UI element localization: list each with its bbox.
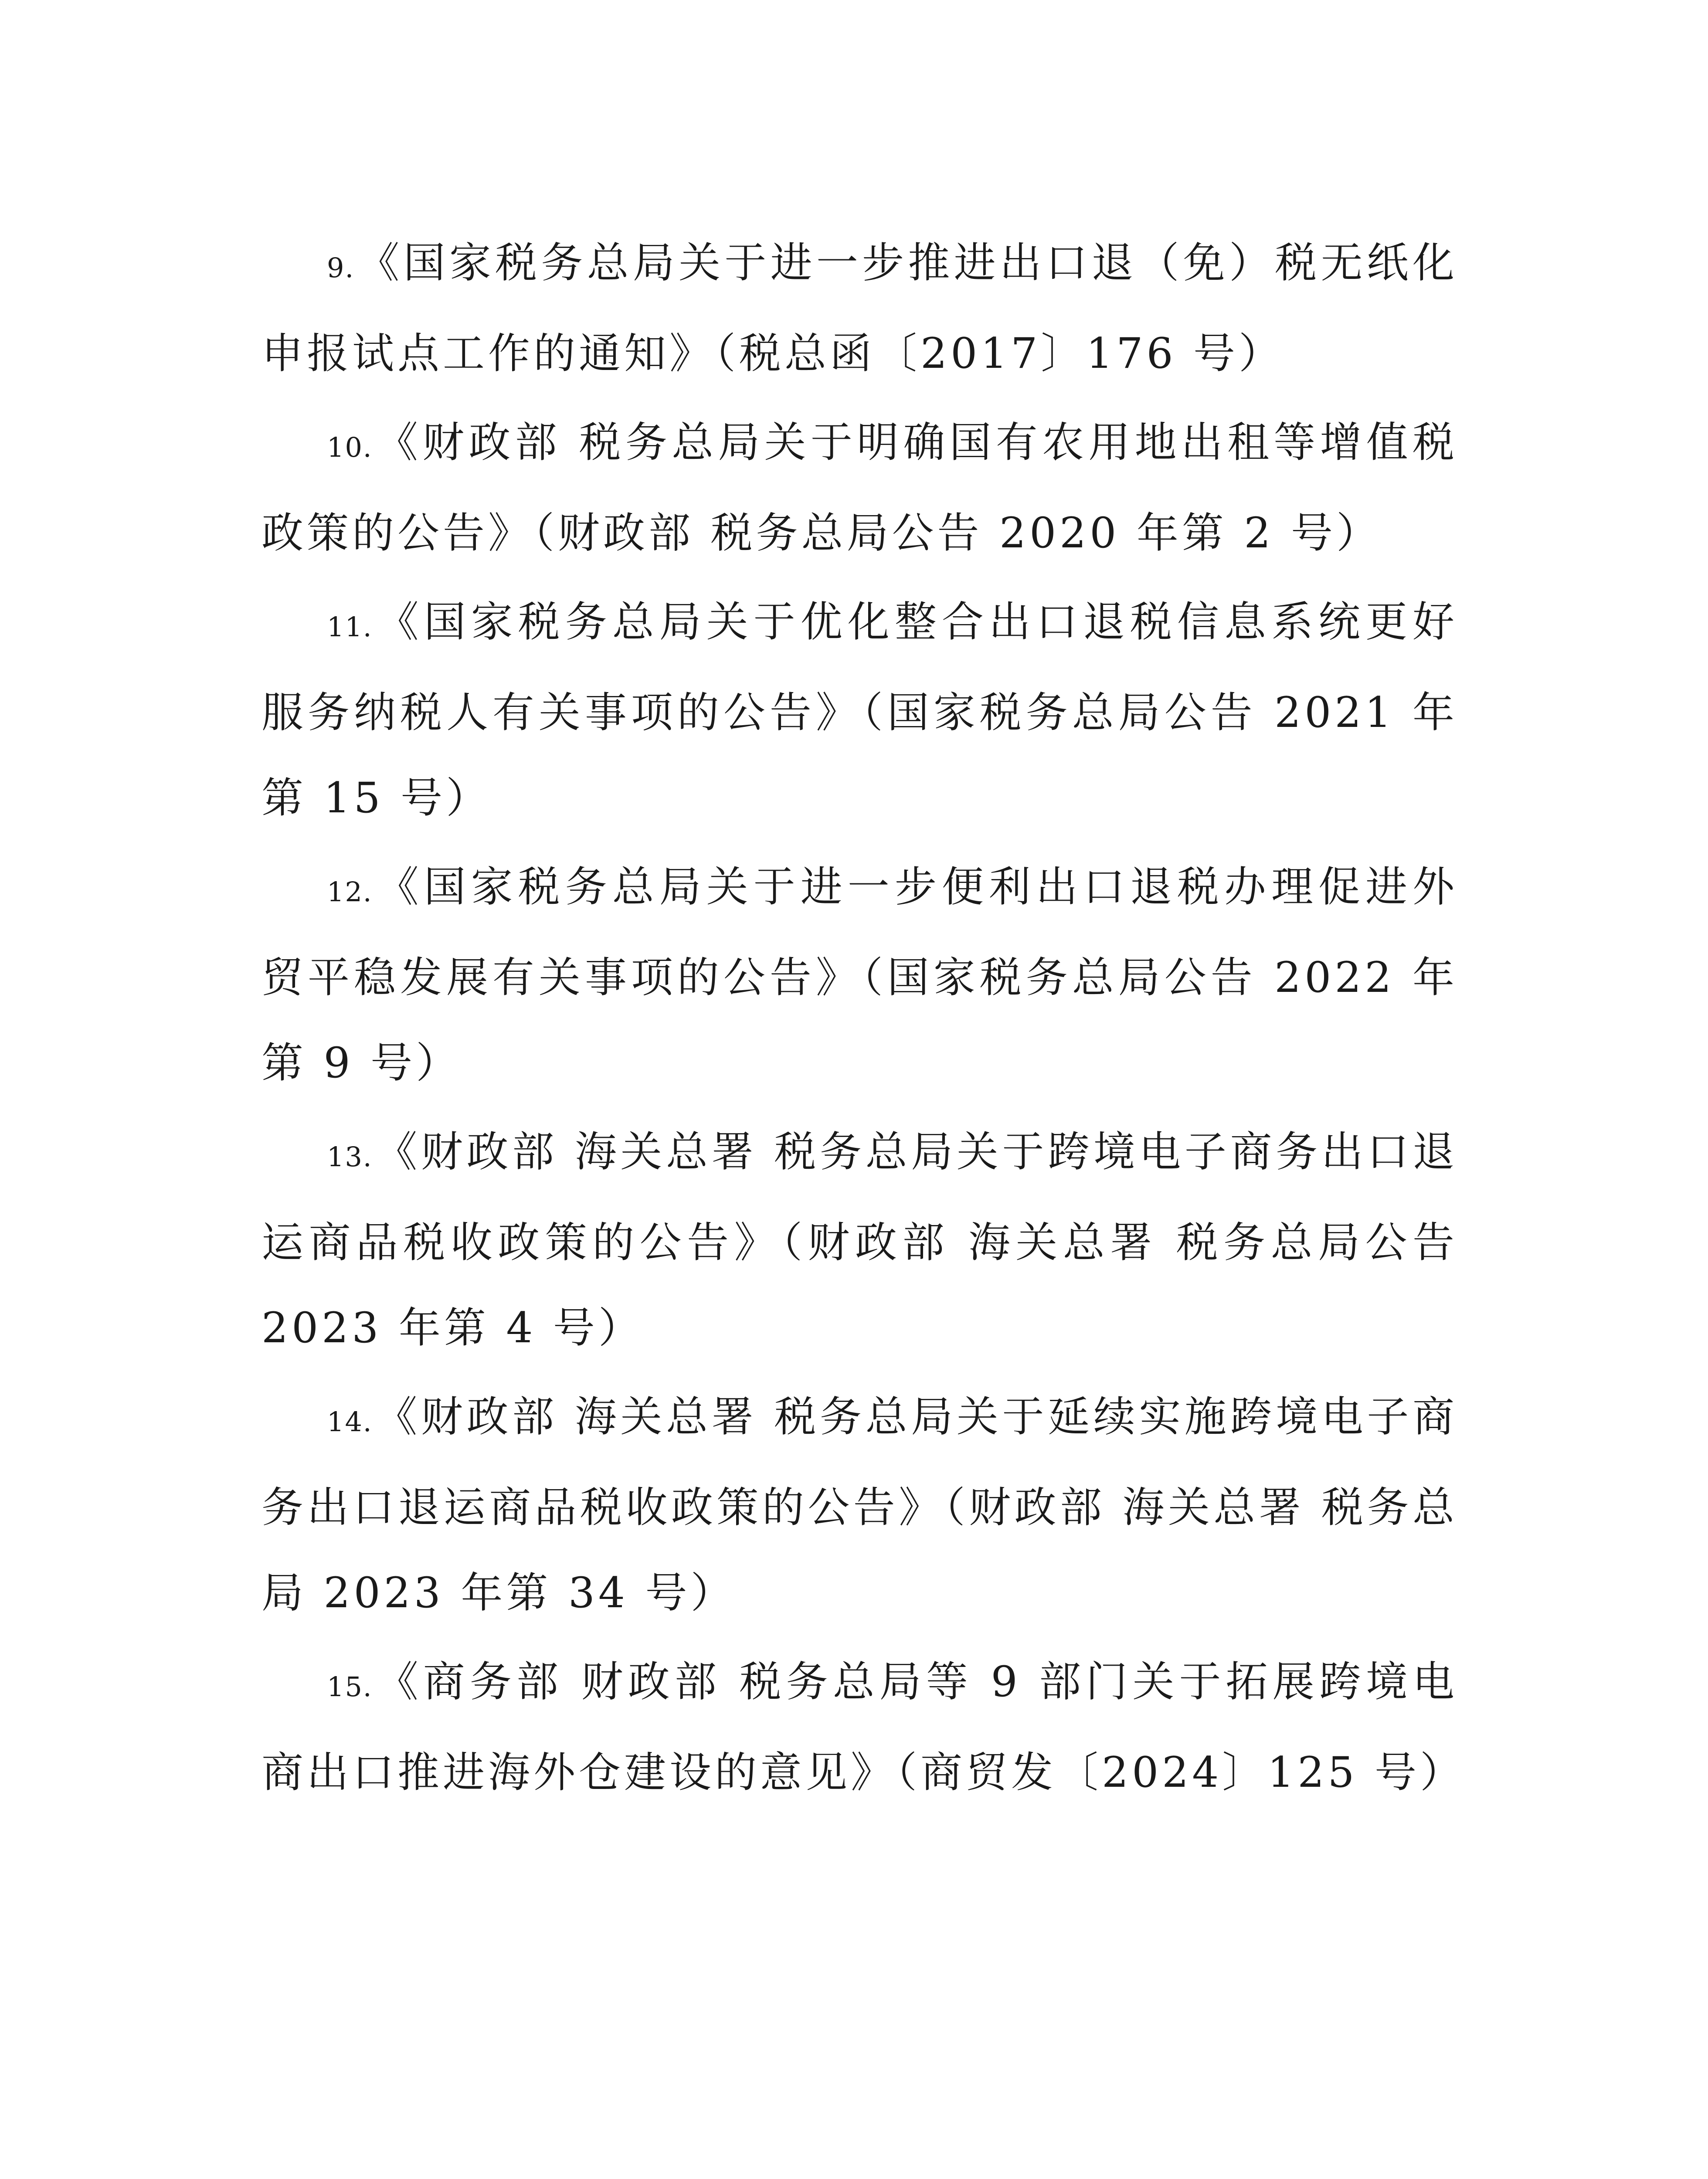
reference-item-11 — [261, 579, 1458, 841]
reference-list — [261, 220, 1466, 1819]
reference-number: 15. — [327, 1671, 373, 1703]
reference-text: 《国家税务总局关于进一步便利出口退税办理促进外贸平稳发展有关事项的公告》（国家税务总局公告 2022 年第 9 号） — [261, 862, 1458, 1087]
reference-text: 《财政部 海关总署 税务总局关于延续实施跨境电子商务出口退运商品税收政策的公告》（财政部 海关总署 税务总局 2023 年第 34 号） — [261, 1392, 1458, 1617]
reference-text: 《商务部 财政部 税务总局等 9 部门关于拓展跨境电商出口推进海外仓建设的意见》（商贸发〔2024〕125 号） — [261, 1657, 1466, 1797]
reference-number: 13. — [327, 1141, 373, 1173]
reference-text: 《国家税务总局关于优化整合出口退税信息系统更好服务纳税人有关事项的公告》（国家税务总局公告 2021 年第 15 号） — [261, 597, 1458, 822]
reference-number: 10. — [327, 431, 373, 463]
reference-number: 12. — [327, 876, 373, 908]
reference-text: 《国家税务总局关于进一步推进出口退（免）税无纸化申报试点工作的通知》（税总函〔2017〕176 号） — [261, 238, 1458, 378]
reference-number: 9. — [327, 252, 355, 284]
reference-number: 14. — [327, 1406, 373, 1438]
reference-text: 《财政部 海关总署 税务总局关于跨境电子商务出口退运商品税收政策的公告》（财政部 海关总署 税务总局公告 2023 年第 4 号） — [261, 1127, 1458, 1352]
reference-item-9 — [261, 220, 1458, 396]
reference-item-12 — [261, 844, 1458, 1106]
reference-item-15 — [261, 1639, 1466, 1815]
reference-item-14 — [261, 1374, 1458, 1636]
reference-item-10 — [261, 400, 1458, 576]
reference-text: 《财政部 税务总局关于明确国有农用地出租等增值税政策的公告》（财政部 税务总局公告 2020 年第 2 号） — [261, 418, 1458, 557]
reference-item-13 — [261, 1109, 1458, 1371]
reference-number: 11. — [327, 611, 373, 643]
